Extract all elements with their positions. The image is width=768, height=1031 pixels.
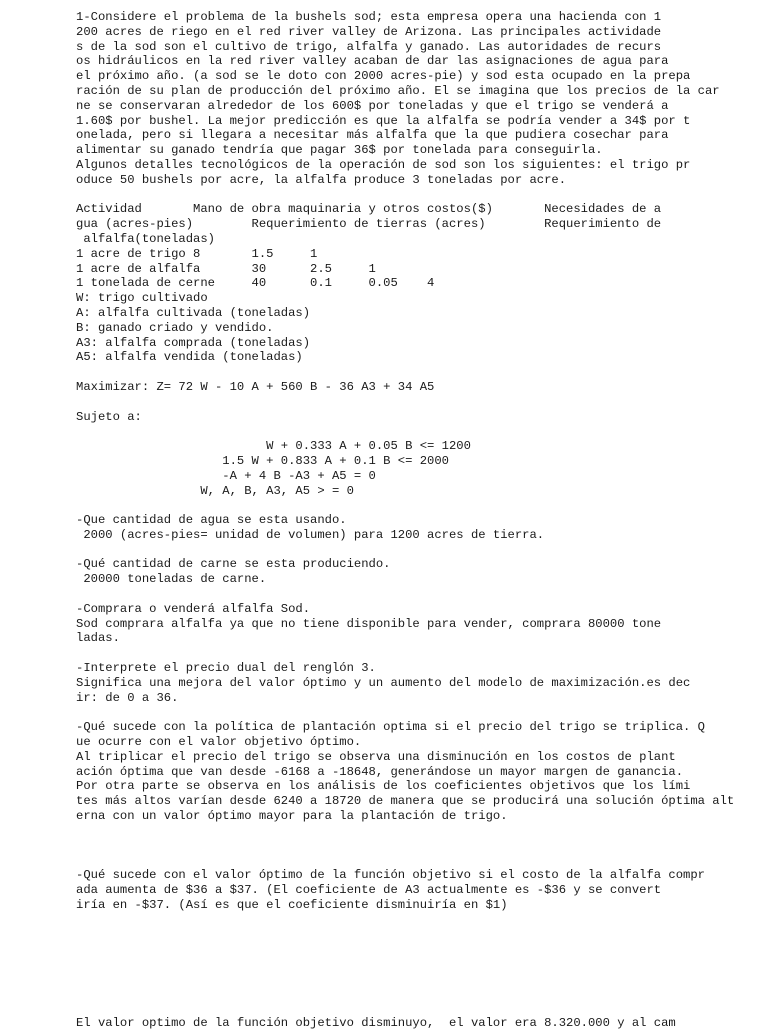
document-line: 1.5 W + 0.833 A + 0.1 B <= 2000	[76, 453, 449, 468]
document-line	[76, 824, 756, 839]
document-page	[76, 10, 756, 1031]
document-line: 20000 toneladas de carne.	[76, 572, 267, 587]
document-line: ación óptima que van desde -6168 a -18648, generándose un mayor margen de ganancia.	[76, 764, 684, 779]
document-line: 200 acres de riego en el red river valley de Arizona. Las principales actividade	[76, 24, 662, 39]
document-line: W, A, B, A3, A5 > = 0	[76, 483, 354, 498]
document-line	[76, 395, 756, 410]
document-line: W: trigo cultivado	[76, 291, 208, 306]
document-line: ue ocurre con el valor objetivo óptimo.	[76, 735, 362, 750]
document-line: -Qué cantidad de carne se esta produciendo.	[76, 557, 391, 572]
document-line: Por otra parte se observa en los análisis de los coeficientes objetivos que los lími	[76, 779, 691, 794]
document-line: tes más altos varían desde 6240 a 18720 de manera que se producirá una solución óptima alt	[76, 794, 735, 809]
document-line: el próximo año. (a sod se le doto con 2000 acres-pie) y sod esta ocupado en la prepa	[76, 69, 691, 84]
document-line	[76, 972, 756, 987]
document-line: Sod comprara alfalfa ya que no tiene disponible para vender, comprara 80000 tone	[76, 616, 662, 631]
document-line: ne se conservaran alrededor de los 600$ por toneladas y que el trigo se venderá a	[76, 98, 669, 113]
document-line: B: ganado criado y vendido.	[76, 320, 274, 335]
document-line: onelada, pero si llegara a necesitar más alfalfa que la que pudiera cosechar para	[76, 128, 669, 143]
document-line: gua (acres-pies) Requerimiento de tierras (acres) Requerimiento de	[76, 217, 662, 232]
document-line: Algunos detalles tecnológicos de la operación de sod son los siguientes: el trigo pr	[76, 157, 691, 172]
document-line: -A + 4 B -A3 + A5 = 0	[76, 468, 376, 483]
document-line: ración de su plan de producción del próximo año. El se imagina que los precios de la car	[76, 83, 720, 98]
document-line: -Comprara o venderá alfalfa Sod.	[76, 601, 311, 616]
document-line: 1 acre de trigo 8 1.5 1	[76, 246, 318, 261]
document-line: ir: de 0 a 36.	[76, 690, 179, 705]
document-line: W + 0.333 A + 0.05 B <= 1200	[76, 439, 471, 454]
document-line: Actividad Mano de obra maquinaria y otros costos($) Necesidades de a	[76, 202, 662, 217]
document-line	[76, 543, 756, 558]
document-line	[76, 913, 756, 928]
document-line: A3: alfalfa comprada (toneladas)	[76, 335, 311, 350]
document-line	[76, 987, 756, 1002]
document-line: Maximizar: Z= 72 W - 10 A + 560 B - 36 A3 + 34 A5	[76, 379, 435, 394]
document-line: 1-Considere el problema de la bushels sod; esta empresa opera una hacienda con 1	[76, 10, 662, 24]
document-line: oduce 50 bushels por acre, la alfalfa produce 3 toneladas por acre.	[76, 172, 567, 187]
document-line: 1 acre de alfalfa 30 2.5 1	[76, 261, 376, 276]
document-line	[76, 424, 756, 439]
document-line	[76, 587, 756, 602]
document-line: ada aumenta de $36 a $37. (El coeficiente de A3 actualmente es -$36 y se convert	[76, 883, 662, 898]
document-line: erna con un valor óptimo mayor para la plantación de trigo.	[76, 809, 508, 824]
document-line: A: alfalfa cultivada (toneladas)	[76, 305, 311, 320]
document-line: Significa una mejora del valor óptimo y un aumento del modelo de maximización.es dec	[76, 675, 691, 690]
document-line	[76, 188, 756, 203]
document-line: 1.60$ por bushel. La mejor predicción es que la alfalfa se podría vender a 34$ por t	[76, 113, 691, 128]
document-line: s de la sod son el cultivo de trigo, alfalfa y ganado. Las autoridades de recurs	[76, 39, 662, 54]
document-line: alfalfa(toneladas)	[76, 231, 215, 246]
document-line: Al triplicar el precio del trigo se observa una disminución en los costos de plant	[76, 749, 676, 764]
document-line	[76, 927, 756, 942]
document-line	[76, 646, 756, 661]
document-line	[76, 942, 756, 957]
document-line: Sujeto a:	[76, 409, 142, 424]
document-line: A5: alfalfa vendida (toneladas)	[76, 350, 303, 365]
document-line	[76, 853, 756, 868]
document-line	[76, 1001, 756, 1016]
document-line	[76, 498, 756, 513]
document-line	[76, 839, 756, 854]
document-line: -Interprete el precio dual del renglón 3.	[76, 661, 376, 676]
document-line: iría en -$37. (Así es que el coeficiente disminuiría en $1)	[76, 897, 508, 912]
document-line: -Qué sucede con el valor óptimo de la función objetivo si el costo de la alfalfa compr	[76, 868, 705, 883]
document-line: -Qué sucede con la política de plantación optima si el precio del trigo se triplica. Q	[76, 720, 705, 735]
document-line	[76, 957, 756, 972]
document-line: El valor optimo de la función objetivo disminuyo, el valor era 8.320.000 y al cam	[76, 1016, 676, 1031]
document-line: -Que cantidad de agua se esta usando.	[76, 513, 347, 528]
document-line: alimentar su ganado tendría que pagar 36$ por tonelada para conseguirla.	[76, 143, 603, 158]
document-line: 2000 (acres-pies= unidad de volumen) para 1200 acres de tierra.	[76, 527, 545, 542]
document-line: ladas.	[76, 631, 120, 646]
document-line	[76, 365, 756, 380]
document-line: os hidráulicos en la red river valley acaban de dar las asignaciones de agua para	[76, 54, 669, 69]
document-line: 1 tonelada de cerne 40 0.1 0.05 4	[76, 276, 435, 291]
document-line	[76, 705, 756, 720]
